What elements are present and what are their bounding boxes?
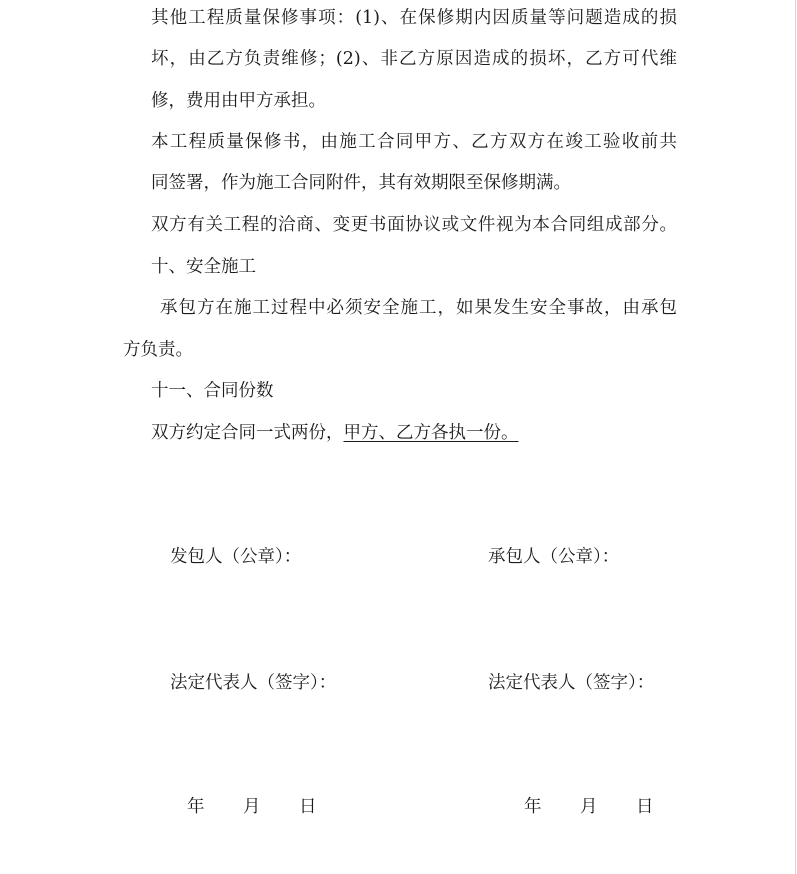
- date-month-left: 月: [243, 797, 261, 817]
- paragraph-line: [151, 422, 519, 444]
- paragraph-line: 双方有关工程的洽商、变更书面协议或文件视为本合同组成部分。: [151, 215, 677, 235]
- date-day-right: 日: [636, 797, 654, 817]
- signature-representative-right: 法定代表人（签字）：: [488, 673, 655, 693]
- section-heading: 十、安全施工: [151, 257, 256, 277]
- paragraph-line: 修，费用由甲方承担。: [151, 91, 326, 111]
- signature-representative-left: 法定代表人（签字）：: [170, 673, 337, 693]
- paragraph-line: 其他工程质量保修事项：(1)、在保修期内因质量等问题造成的损: [151, 8, 677, 28]
- paragraph-line: 同签署，作为施工合同附件，其有效期限至保修期满。: [151, 173, 571, 193]
- underlined-text: 甲方、乙方各执一份。: [343, 423, 519, 443]
- paragraph-line: 承包方在施工过程中必须安全施工，如果发生安全事故，由承包: [160, 298, 677, 318]
- date-year-right: 年: [524, 797, 542, 817]
- signature-party-right: 承包人（公章）：: [488, 547, 620, 567]
- date-month-right: 月: [580, 797, 598, 817]
- date-day-left: 日: [299, 797, 317, 817]
- paragraph-line: 本工程质量保修书，由施工合同甲方、乙方双方在竣工验收前共: [151, 132, 677, 152]
- paragraph-line: 坏，由乙方负责维修；(2)、非乙方原因造成的损坏，乙方可代维: [151, 49, 677, 69]
- signature-party-left: 发包人（公章）：: [170, 547, 302, 567]
- paragraph-line: 方负责。: [123, 340, 193, 360]
- section-heading: 十一、合同份数: [151, 381, 274, 401]
- paragraph-text: 双方约定合同一式两份，: [151, 423, 344, 443]
- date-year-left: 年: [187, 797, 205, 817]
